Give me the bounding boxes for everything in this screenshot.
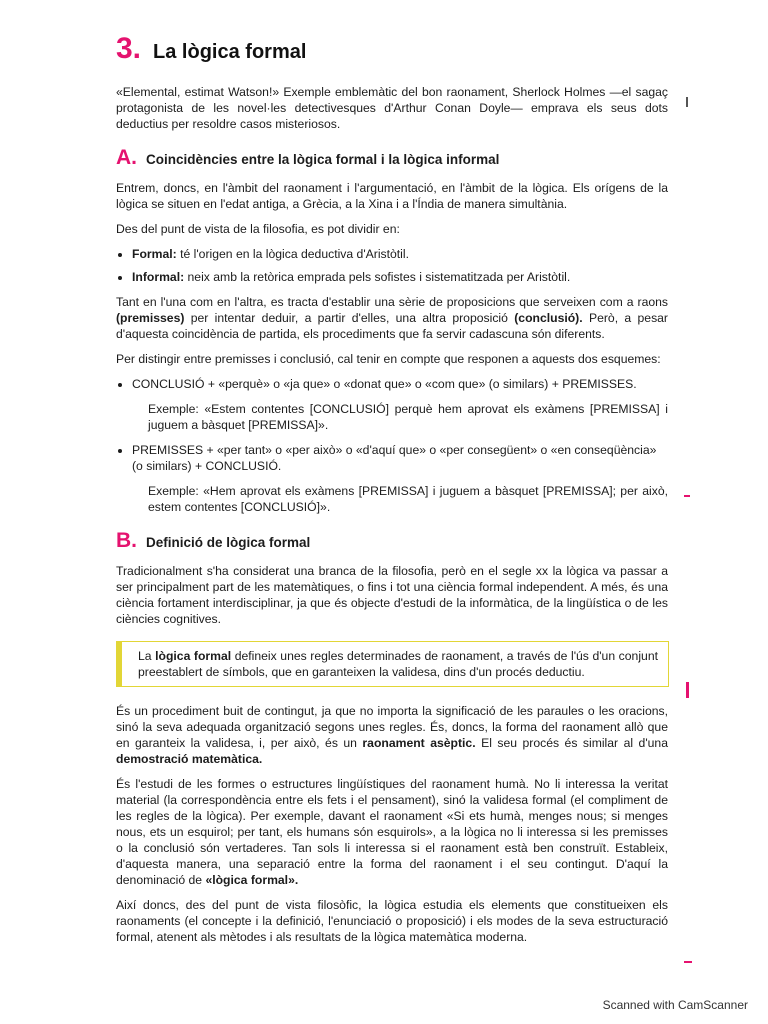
- margin-mark: [686, 682, 689, 698]
- subsection-a-header: [116, 146, 668, 170]
- subsection-b-header: [116, 529, 668, 553]
- page-content: [116, 32, 668, 954]
- example-text: Exemple: «Estem contentes [CONCLUSIÓ] perquè hem aprovat els exàmens [PREMISSA] i juguem a bàsquet [PREMISSA]».: [148, 402, 668, 432]
- section-header: [116, 32, 668, 66]
- definition-box: [116, 641, 669, 687]
- logic-types-list: [116, 246, 668, 285]
- paragraph: Tradicionalment s'ha considerat una branca de la filosofia, però en el segle xx la lògica va passar a ser principalment part de les matemàtiques, o fins i tot una ciència formal independent. A més, és una ciència fortament interdisciplinar, ja que és objecte d'estudi de la informàtica, de la lingüística o de les ciències cognitives.: [116, 564, 668, 626]
- list-item-text: neix amb la retòrica emprada pels sofistes i sistematitzada per Aristòtil.: [184, 270, 571, 284]
- list-item-term: Formal:: [132, 247, 177, 261]
- scheme-text: CONCLUSIÓ + «perquè» o «ja que» o «donat que» o «com que» (o similars) + PREMISSES.: [132, 377, 637, 391]
- definition-text: La lògica formal defineix unes regles determinades de raonament, a través de l'ús d'un conjunt preestablert de símbols, que en garanteixen la validesa, dins d'un procés deductiu.: [138, 649, 658, 679]
- paragraph: Així doncs, des del punt de vista filosòfic, la lògica estudia els elements que constitueixen els raonaments (el concepte i la definició, l'enunciació o proposició) i els modes de la seva estructuració formal, atenent als mètodes i als resultats de la lògica matemàtica moderna.: [116, 898, 668, 944]
- list-item: [132, 246, 668, 262]
- scheme-item: [132, 376, 668, 433]
- list-item-term: Informal:: [132, 270, 185, 284]
- margin-mark: [686, 97, 688, 107]
- schemes-list: [116, 376, 668, 515]
- example-text: Exemple: «Hem aprovat els exàmens [PREMISSA] i juguem a bàsquet [PREMISSA]; per això, estem contentes [CONCLUSIÓ]».: [148, 484, 668, 514]
- paragraph: És l'estudi de les formes o estructures lingüístiques del raonament humà. No li interessa la veritat material (la correspondència entre els fets i el pensament), sinó la validesa formal (el compliment de les regles de la lògica). Per exemple, davant el raonament «Si ets humà, menges nous; si menges nous, ets un esquirol; per tant, els humans són esquirols», a la lògica no li interessa si les premisses o la conclusió són vertaderes. Tan sols li interessa si el raonament està ben construït. Estableix, d'aquesta manera, una separació entre la forma del raonament i el seu contingut. D'aquí la denominació de «lògica formal».: [116, 777, 668, 887]
- paragraph: Per distingir entre premisses i conclusió, cal tenir en compte que responen a aquests dos esquemes:: [116, 352, 661, 366]
- paragraph: Entrem, doncs, en l'àmbit del raonament i l'argumentació, en l'àmbit de la lògica. Els orígens de la lògica se situen en l'edat antiga, a Grècia, a la Xina i a l'Índia de manera simultània.: [116, 181, 668, 211]
- margin-mark: [684, 495, 690, 497]
- subsection-b-title: Definició de lògica formal: [146, 535, 311, 550]
- subsection-a-letter: A.: [116, 146, 137, 169]
- scheme-text: PREMISSES + «per tant» o «per això» o «d'aquí que» o «per consegüent» o «en conseqüència» (o similars) + CONCLUSIÓ.: [132, 443, 657, 473]
- paragraph: Tant en l'una com en l'altra, es tracta d'establir una sèrie de proposicions que serveixen com a raons (premisses) per intentar deduir, a partir d'elles, una altra proposició (conclusió). Però, a pesar d'aquesta coincidència de partida, els procediments que fa servir cadascuna són diferents.: [116, 295, 668, 341]
- scanner-watermark: Scanned with CamScanner: [602, 998, 748, 1012]
- list-item-text: té l'origen en la lògica deductiva d'Aristòtil.: [176, 247, 409, 261]
- margin-mark: [684, 961, 692, 963]
- section-title: La lògica formal: [153, 41, 307, 63]
- intro-paragraph: «Elemental, estimat Watson!» Exemple emblemàtic del bon raonament, Sherlock Holmes —el sagaç protagonista de les novel·les detectivesques d'Arthur Conan Doyle— emprava els seus dots deductius per resoldre casos misteriosos.: [116, 85, 668, 131]
- scheme-item: [132, 442, 668, 515]
- paragraph: És un procediment buit de contingut, ja que no importa la significació de les paraules o les oracions, sinó la seva adequada organització segons unes regles. És, doncs, la forma del raonament allò que en garanteix la validesa, i, per això, és un raonament asèptic. El seu procés és similar al d'una demostració matemàtica.: [116, 704, 668, 766]
- section-number: 3.: [116, 32, 142, 65]
- list-item: [132, 269, 668, 285]
- paragraph: Des del punt de vista de la filosofia, es pot dividir en:: [116, 222, 400, 236]
- subsection-a-title: Coincidències entre la lògica formal i la lògica informal: [146, 152, 500, 167]
- subsection-b-letter: B.: [116, 529, 137, 552]
